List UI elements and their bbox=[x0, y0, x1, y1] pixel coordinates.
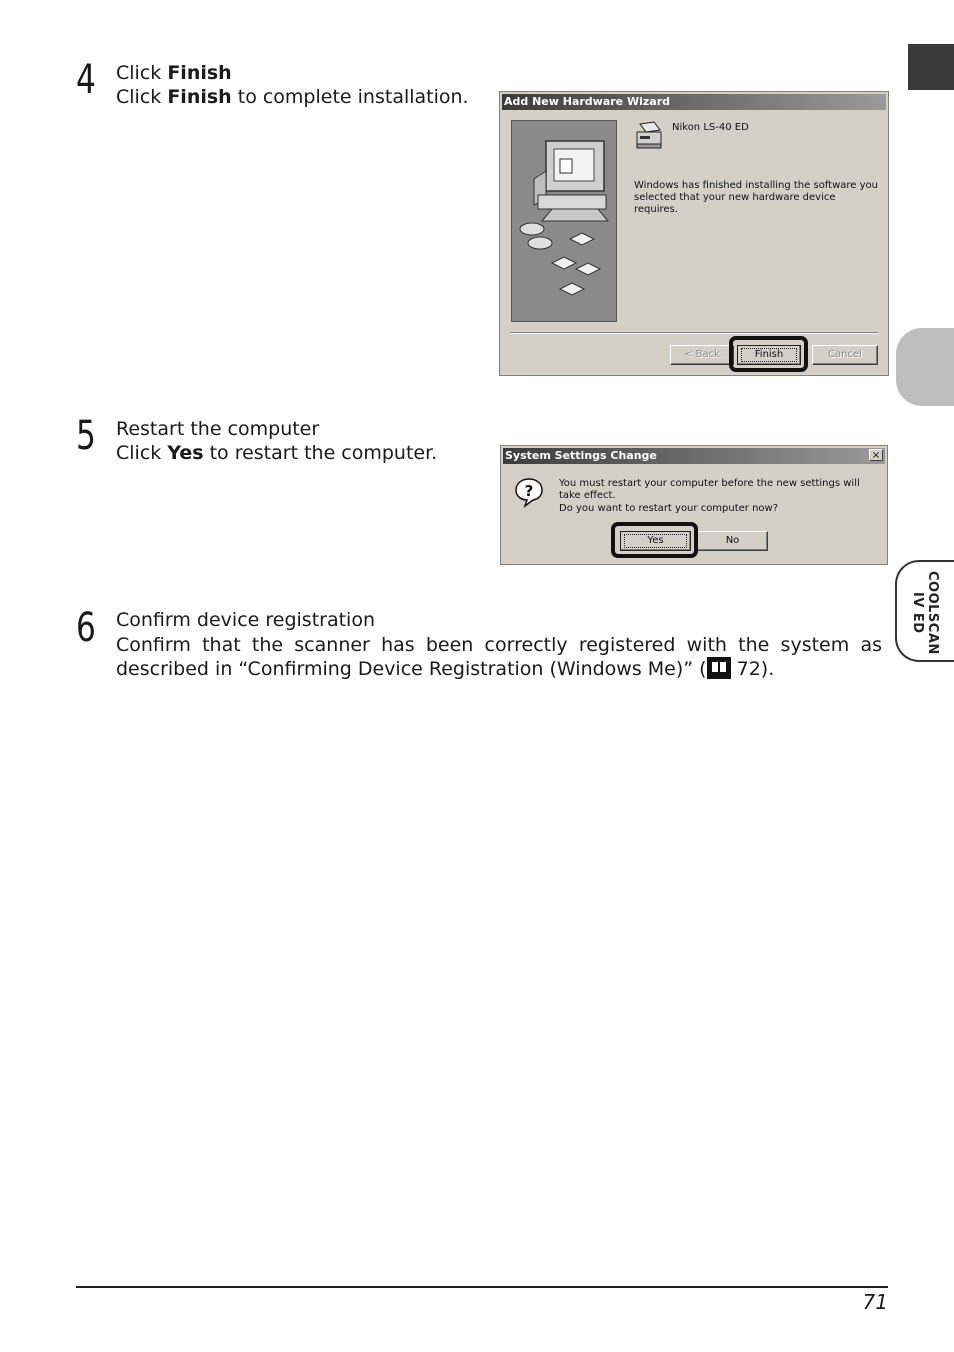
book-reference-icon bbox=[707, 657, 731, 679]
wizard-message: Windows has finished installing the software you selected that your new hardware device requires. bbox=[634, 180, 878, 215]
scanner-icon bbox=[634, 120, 664, 152]
svg-text:?: ? bbox=[524, 482, 534, 500]
restart-title-bar: System Settings Change bbox=[503, 448, 885, 464]
section-tab-label-wrap bbox=[905, 570, 945, 656]
computer-cd-icon bbox=[512, 121, 616, 321]
footer-rule bbox=[76, 1286, 888, 1288]
yes-button-label: Yes bbox=[647, 535, 664, 546]
close-button[interactable]: × bbox=[869, 449, 883, 461]
step-4-title-prefix: Click bbox=[116, 62, 168, 84]
wizard-separator bbox=[510, 332, 878, 334]
step-5-text-bold: Yes bbox=[167, 442, 204, 464]
section-tab-dark bbox=[908, 44, 954, 90]
wizard-illustration bbox=[511, 120, 617, 322]
step-6-text-body: Confirm that the scanner has been correctly registered with the system as described in “Confirming Device Registration (Windows Me)” ( bbox=[116, 634, 882, 680]
step-5-number: 5 bbox=[76, 413, 96, 459]
back-button[interactable]: < Back bbox=[670, 345, 734, 365]
wizard-title-bar: Add New Hardware Wizard bbox=[502, 94, 886, 110]
finish-highlight-ring bbox=[729, 336, 808, 372]
section-tab-label: COOLSCAN IV ED bbox=[910, 571, 940, 655]
step-4-title bbox=[116, 61, 232, 85]
add-hardware-wizard-dialog bbox=[499, 91, 889, 376]
wizard-device-name: Nikon LS-40 ED bbox=[672, 122, 749, 133]
step-4-text-suffix: to complete installation. bbox=[231, 86, 469, 108]
step-6-text bbox=[116, 633, 882, 681]
cancel-button[interactable]: Cancel bbox=[812, 345, 878, 365]
step-6-number: 6 bbox=[76, 605, 96, 651]
step-5-title: Restart the computer bbox=[116, 418, 320, 440]
step-5-text-prefix: Click bbox=[116, 442, 168, 464]
yes-highlight-ring bbox=[611, 522, 698, 558]
finish-button-label: Finish bbox=[754, 349, 784, 360]
no-button[interactable]: No bbox=[697, 531, 768, 551]
step-4-title-bold: Finish bbox=[167, 62, 232, 84]
step-4-text bbox=[116, 85, 469, 109]
step-4-text-prefix: Click bbox=[116, 86, 168, 108]
restart-message-2: Do you want to restart your computer now? bbox=[559, 503, 779, 514]
step-4-number: 4 bbox=[76, 57, 96, 103]
section-tab-gray bbox=[896, 328, 954, 406]
restart-message-1: You must restart your computer before the new settings will take effect. bbox=[559, 478, 860, 501]
step-5-text bbox=[116, 441, 437, 465]
step-6-title: Confirm device registration bbox=[116, 609, 375, 631]
step-5-text-suffix: to restart the computer. bbox=[203, 442, 438, 464]
step-4-text-bold: Finish bbox=[167, 86, 232, 108]
step-6-page-ref[interactable]: 72). bbox=[730, 658, 775, 680]
page-number: 71 bbox=[862, 1290, 888, 1314]
question-icon bbox=[513, 476, 545, 508]
